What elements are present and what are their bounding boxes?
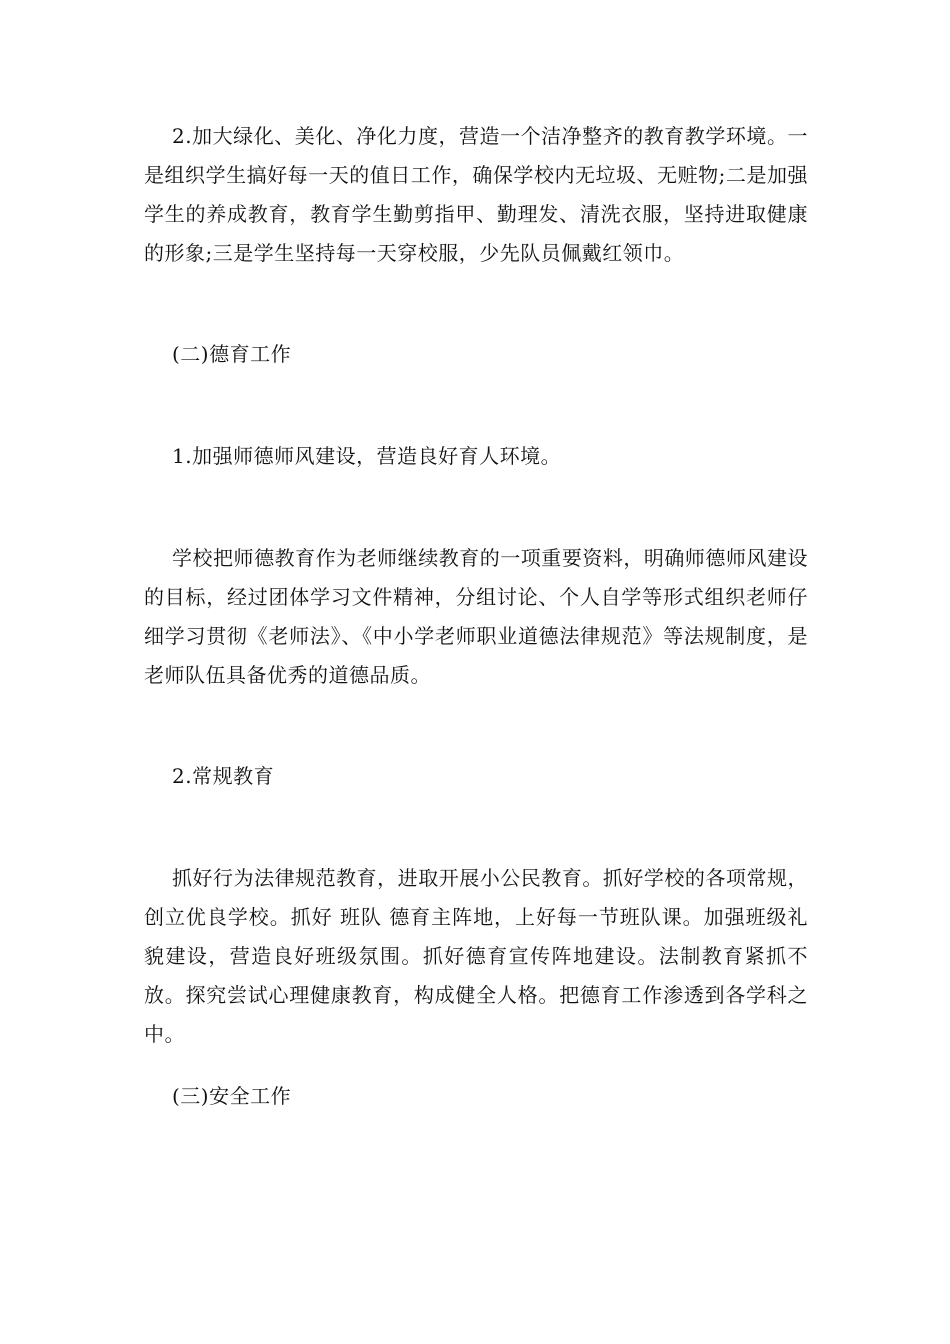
paragraph-routine-education: 抓好行为法律规范教育，进取开展小公民教育。抓好学校的各项常规，创立优良学校。抓好 班队 德育主阵地，上好每一节班队课。加强班级礼貌建设，营造良好班级氛围。抓好德育宣传阵地建设。法制教育紧抓不放。探究尝试心理健康教育，构成健全人格。把德育工作渗透到各学科之中。 — [144, 866, 808, 1046]
paragraph-teacher-ethics: 学校把师德教育作为老师继续教育的一项重要资料，明确师德师风建设的目标，经过团体学习文件精神，分组讨论、个人自学等形式组织老师仔细学习贯彻《老师法》、《中小学老师职业道德法律规范》等法规制度，是老师队伍具备优秀的道德品质。 — [144, 546, 808, 687]
paragraph-green-environment: 2.加大绿化、美化、净化力度，营造一个洁净整齐的教育教学环境。一是组织学生搞好每一天的值日工作，确保学校内无垃圾、无赃物;二是加强学生的养成教育，教育学生勤剪指甲、勤理发、清洗衣服，坚持进取健康的形象;三是学生坚持每一天穿校服，少先队员佩戴红领巾。 — [144, 124, 808, 265]
subheading-routine-education: 2.常规教育 — [172, 764, 275, 788]
subheading-teacher-ethics: 1.加强师德师风建设，营造良好育人环境。 — [172, 444, 562, 468]
section-heading-safety-work: (三)安全工作 — [172, 1084, 292, 1108]
section-heading-moral-education: (二)德育工作 — [172, 342, 292, 366]
